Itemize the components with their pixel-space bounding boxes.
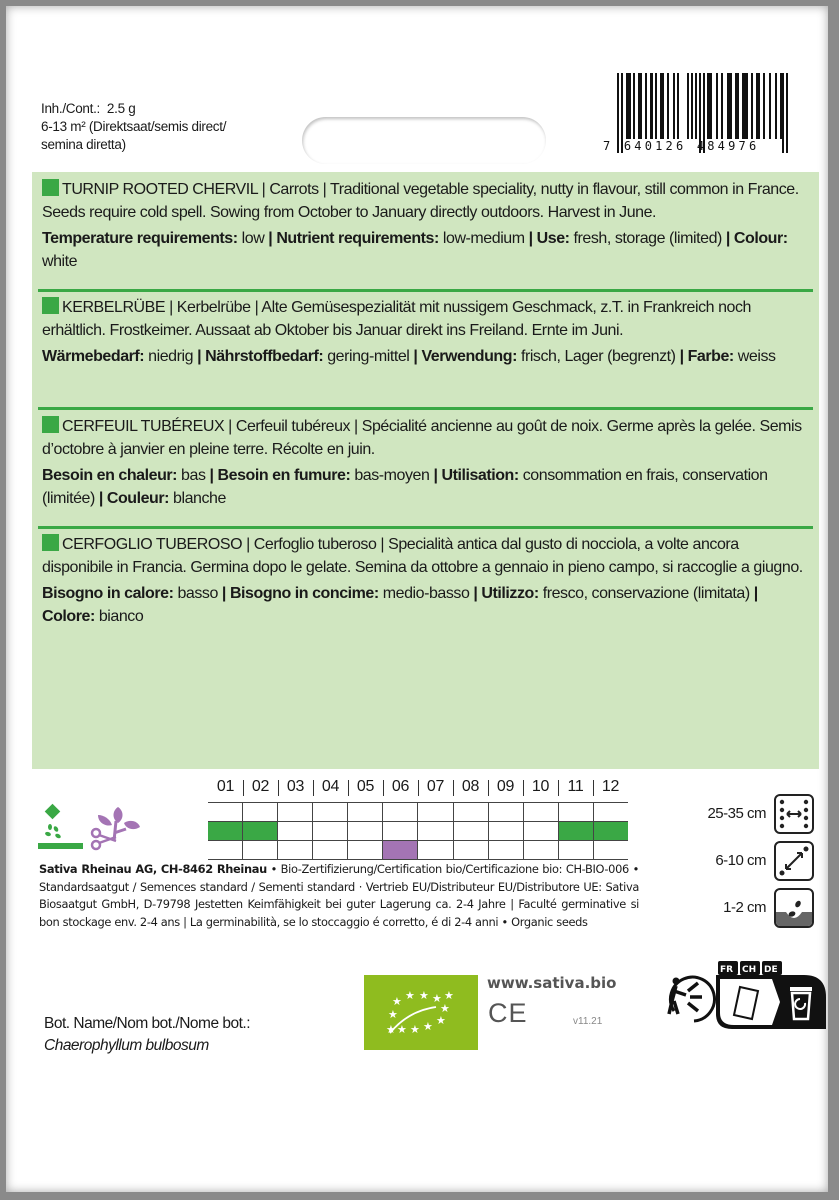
svg-text:★: ★ xyxy=(405,989,415,1002)
svg-text:★: ★ xyxy=(410,1023,420,1036)
section-attributes: Bisogno in calore: basso | Bisogno in concime: medio-basso | Utilizzo: fresco, conservazione (limitata) | Colore: bianco xyxy=(42,585,758,625)
area-line-2: semina diretta) xyxy=(41,137,126,152)
botanical-value: Chaerophyllum bulbosum xyxy=(44,1037,209,1054)
calendar-grid xyxy=(208,802,628,860)
calendar-row-harvest xyxy=(208,840,628,860)
calendar-cell xyxy=(417,822,452,840)
barcode xyxy=(603,73,829,161)
harvest-icon xyxy=(92,807,140,849)
green-square-icon xyxy=(42,297,59,314)
month-label: 11 xyxy=(558,776,593,798)
svg-text:★: ★ xyxy=(436,1014,446,1027)
calendar-cell xyxy=(453,841,488,859)
svg-text:★: ★ xyxy=(440,1002,450,1015)
barcode-number: 7 640126 484976 xyxy=(603,139,760,153)
calendar-cell xyxy=(347,822,382,840)
month-label: 09 xyxy=(488,776,523,798)
section-description: | Cerfoglio tuberoso | Specialità antica dal gusto di nocciola, a volte ancora disponibile in Francia. Germina dopo le gelate. Semina da ottobre a gennaio in pieno campo, si raccoglie a giugno. xyxy=(42,536,803,576)
eu-leaf-icon xyxy=(364,975,478,1050)
calendar-cell xyxy=(558,841,593,859)
content-label: Inh./Cont.: xyxy=(41,101,100,116)
company-info xyxy=(39,861,639,931)
svg-text:★: ★ xyxy=(423,1020,433,1033)
section-description: | Kerbelrübe | Alte Gemüsespezialität mit nussigem Geschmack, z.T. in Frankreich noch erhältlich. Frostkeimer. Aussaat ab Oktober bis Januar direkt ins Freiland. Ernte im Juni. xyxy=(42,299,751,339)
calendar-cell xyxy=(417,803,452,821)
calendar-cell xyxy=(558,822,593,840)
calendar-cell xyxy=(347,803,382,821)
section-attributes: Besoin en chaleur: bas | Besoin en fumure: bas-moyen | Utilisation: consommation en frais, conservation (limitée) | Couleur: blanche xyxy=(42,467,768,507)
calendar-cell xyxy=(488,822,523,840)
section-title: KERBELRÜBE xyxy=(62,299,166,316)
calendar-cell xyxy=(277,841,312,859)
calendar-months xyxy=(208,776,628,798)
calendar-cell xyxy=(558,803,593,821)
calendar-cell xyxy=(453,822,488,840)
calendar-cell xyxy=(242,822,277,840)
hang-slot xyxy=(302,117,546,164)
row-spacing-label: 25-35 cm xyxy=(707,805,766,822)
section-french xyxy=(42,415,812,510)
calendar-cell xyxy=(242,841,277,859)
section-title: CERFEUIL TUBÉREUX xyxy=(62,418,225,435)
calendar-cell xyxy=(242,803,277,821)
section-divider xyxy=(38,526,813,529)
company-name: Sativa Rheinau AG, CH-8462 Rheinau xyxy=(39,862,267,876)
website-link[interactable]: www.sativa.bio xyxy=(487,974,617,992)
month-label: 05 xyxy=(348,776,383,798)
month-label: 03 xyxy=(278,776,313,798)
calendar-cell xyxy=(523,803,558,821)
svg-text:★: ★ xyxy=(386,1023,396,1036)
calendar-cell xyxy=(417,841,452,859)
seed-packet-back xyxy=(6,6,828,1192)
spacing-info xyxy=(664,790,814,931)
calendar-cell xyxy=(208,803,242,821)
section-description: | Carrots | Traditional vegetable speciality, nutty in flavour, still common in France. Seeds require cold spell. Sowing from October to January directly outdoors. Harvest in June. xyxy=(42,181,799,221)
calendar-cell xyxy=(523,822,558,840)
svg-text:★: ★ xyxy=(388,1008,398,1021)
calendar-cell xyxy=(312,841,347,859)
botanical-name xyxy=(44,1013,250,1057)
calendar-cell xyxy=(593,803,628,821)
section-title: CERFOGLIO TUBEROSO xyxy=(62,536,243,553)
calendar-cell xyxy=(208,822,242,840)
month-label: 06 xyxy=(383,776,418,798)
svg-text:★: ★ xyxy=(419,989,429,1002)
section-italian xyxy=(42,533,812,628)
month-label: 04 xyxy=(313,776,348,798)
calendar-cell xyxy=(593,822,628,840)
svg-text:CH: CH xyxy=(742,965,757,975)
section-attributes: Temperature requirements: low | Nutrient requirements: low-medium | Use: fresh, storage (limited) | Colour: white xyxy=(42,230,788,270)
svg-text:DE: DE xyxy=(764,965,778,975)
plant-spacing-icon xyxy=(774,841,814,881)
month-label: 10 xyxy=(523,776,558,798)
calendar-cell xyxy=(488,803,523,821)
botanical-label: Bot. Name/Nom bot./Nome bot.: xyxy=(44,1015,251,1032)
section-english xyxy=(42,178,812,273)
triman-icon xyxy=(669,977,714,1021)
company-details: • Bio-Zertifizierung/Certification bio/Certificazione bio: CH-BIO-006 • Standardsaatgut / Semences standard / Sementi standard · Vertrieb EU/Distributeur EU/Distributore UE: Sativa Biosaatgut GmbH, D-79798 Jestetten Keimfähigkeit bei guter Lagerung ca. 2-4 Jahre | Faculté germinative si bon stockage env. 2-4 ans | La germinabilità, se lo stoccaggio é corretto, é di 2-4 anni • Organic seeds xyxy=(39,862,639,929)
month-label: 12 xyxy=(593,776,628,798)
calendar-cell xyxy=(208,841,242,859)
calendar-cell xyxy=(312,822,347,840)
svg-text:★: ★ xyxy=(397,1023,407,1036)
section-german xyxy=(42,296,812,368)
triman-sorting-icon xyxy=(716,961,826,1029)
month-label: 07 xyxy=(418,776,453,798)
sowing-depth-label: 1-2 cm xyxy=(723,899,766,916)
eu-organic-logo xyxy=(364,975,478,1050)
calendar-cell xyxy=(523,841,558,859)
green-square-icon xyxy=(42,416,59,433)
calendar-cell xyxy=(312,803,347,821)
content-info xyxy=(41,100,226,154)
ce-mark: CE xyxy=(488,998,528,1028)
sowing-depth xyxy=(664,884,814,931)
svg-text:★: ★ xyxy=(432,992,442,1005)
section-divider xyxy=(38,289,813,292)
area-line-1: 6-13 m² (Direktsaat/semis direct/ xyxy=(41,119,227,134)
description-panel xyxy=(32,172,819,769)
green-square-icon xyxy=(42,534,59,551)
calendar-cell xyxy=(382,803,417,821)
plant-spacing-label: 6-10 cm xyxy=(715,852,766,869)
section-divider xyxy=(38,407,813,410)
month-label: 01 xyxy=(216,778,235,795)
version-label: v11.21 xyxy=(573,1016,603,1027)
section-attributes: Wärmebedarf: niedrig | Nährstoffbedarf: gering-mittel | Verwendung: frisch, Lager (begrenzt) | Farbe: weiss xyxy=(42,348,776,365)
month-label: 02 xyxy=(243,776,278,798)
sowing-icon xyxy=(38,804,83,849)
row-spacing-icon xyxy=(774,794,814,834)
section-description: | Cerfeuil tubéreux | Spécialité ancienne au goût de noix. Germe après la gelée. Semis d’octobre à janvier en pleine terre. Récolte en juin. xyxy=(42,418,802,458)
row-spacing xyxy=(664,790,814,837)
sowing-calendar xyxy=(208,776,628,856)
month-label: 08 xyxy=(453,776,488,798)
calendar-cell xyxy=(277,822,312,840)
calendar-cell xyxy=(488,841,523,859)
calendar-row-spacer xyxy=(208,802,628,821)
content-value: 2.5 g xyxy=(106,101,136,116)
sowing-harvest-legend xyxy=(36,801,146,851)
svg-text:FR: FR xyxy=(720,965,734,975)
section-title: TURNIP ROOTED CHERVIL xyxy=(62,181,258,198)
calendar-cell xyxy=(382,822,417,840)
calendar-cell xyxy=(382,841,417,859)
calendar-cell xyxy=(593,841,628,859)
recycling-info xyxy=(654,959,834,1034)
svg-text:★: ★ xyxy=(392,995,402,1008)
svg-text:★: ★ xyxy=(444,989,454,1002)
calendar-row-sowing xyxy=(208,821,628,840)
calendar-cell xyxy=(453,803,488,821)
calendar-cell xyxy=(277,803,312,821)
calendar-cell xyxy=(347,841,382,859)
green-square-icon xyxy=(42,179,59,196)
plant-spacing xyxy=(664,837,814,884)
sowing-depth-icon xyxy=(774,888,814,928)
